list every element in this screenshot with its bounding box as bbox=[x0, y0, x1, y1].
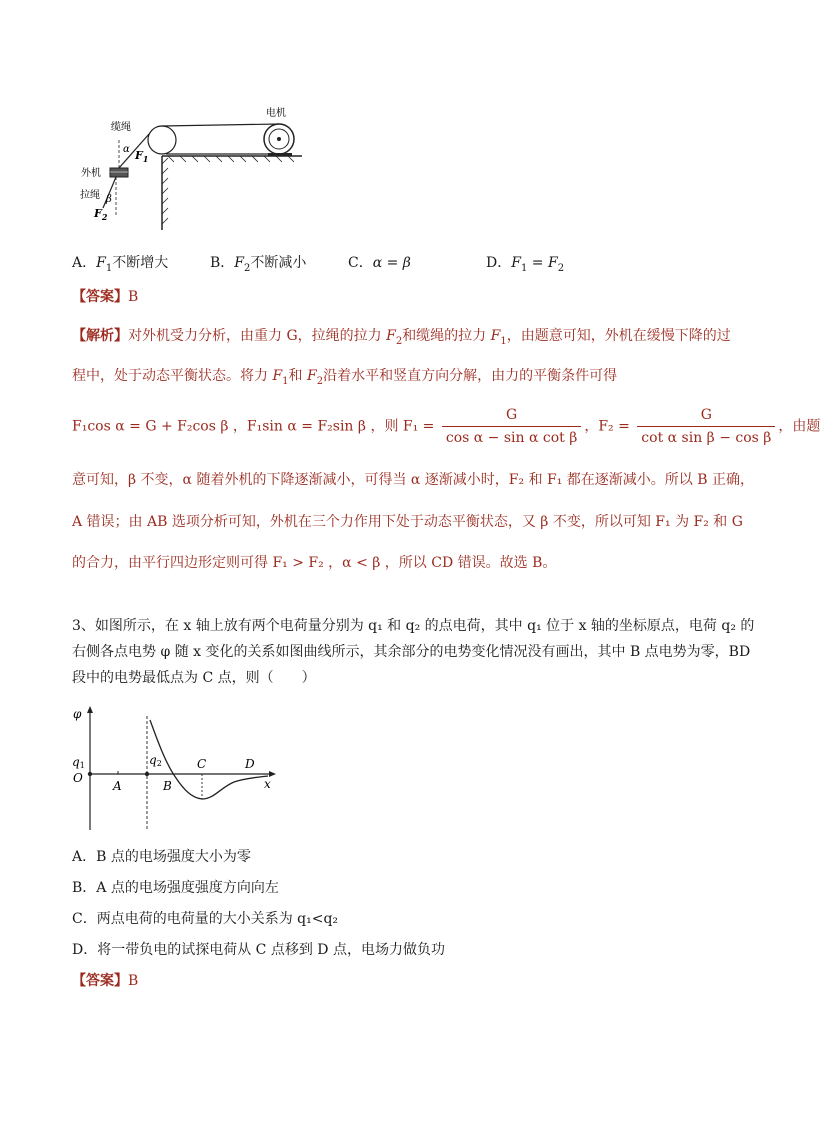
analysis-line-6: 的合力，由平行四边形定则可得 F₁ > F₂ ，α < β ，所以 CD 错误。故选 B。 bbox=[72, 555, 557, 571]
label-rope: 拉绳 bbox=[80, 190, 100, 201]
label-cable: 缆绳 bbox=[111, 122, 131, 133]
q3-option-d: D．将一带负电的试探电荷从 C 点移到 D 点，电场力做负功 bbox=[72, 942, 445, 958]
label-c: C bbox=[197, 757, 207, 771]
analysis-equation: F₁cos α = G + F₂cos β ，F₁sin α = F₂sin β ，则 F₁ = $\frac{G}{\text{cos α − sin α cot β}}$ ，F₂ = $\frac{G}{\text{cot α sin β − cos β}}$ ，由题 bbox=[72, 407, 820, 446]
q3-answer: 【答案】B bbox=[72, 973, 139, 989]
label-unit: 外机 bbox=[81, 168, 101, 179]
analysis-line-1: 【解析】对外机受力分析，由重力 G，拉绳的拉力 $F_2$和缆绳的拉力 $F_1$，由题意可知，外机在缓慢下降的过 bbox=[72, 328, 731, 347]
q2-option-c: C．α = β bbox=[348, 255, 411, 271]
outdoor-unit bbox=[110, 168, 128, 177]
label-f2: $F_2$ bbox=[94, 207, 108, 222]
q3-option-a: A．B 点的电场强度大小为零 bbox=[72, 849, 251, 865]
q2-option-b: B．$F_2$不断减小 bbox=[210, 255, 307, 274]
analysis-line-4: 意可知，β 不变，α 随着外机的下降逐渐减小，可得当 α 逐渐减小时，F₂ 和 F₁ 都在逐渐减小。所以 B 正确， bbox=[72, 472, 754, 488]
fraction-f2: $\frac{G}{\text{cot α sin β − cos β}}$ bbox=[637, 406, 775, 447]
potential-graph bbox=[68, 702, 288, 834]
analysis-line-2: 程中，处于动态平衡状态。将力 $F_1$和 $F_2$沿着水平和竖直方向分解，由力的平衡条件可得 bbox=[72, 368, 618, 387]
q3-option-b: B．A 点的电场强度强度方向向左 bbox=[72, 880, 279, 896]
label-phi: φ bbox=[73, 707, 82, 721]
label-x: x bbox=[264, 777, 271, 791]
pulley-diagram bbox=[76, 100, 316, 235]
belt-top bbox=[162, 124, 279, 126]
label-beta: β bbox=[106, 194, 112, 205]
q3-line-2: 右侧各点电势 φ 随 x 变化的关系如图曲线所示，其余部分的电势变化情况没有画出，其中 B 点电势为零，BD bbox=[72, 644, 751, 660]
point-origin bbox=[88, 772, 92, 776]
q2-option-d: D．$F_1 = F_2$ bbox=[486, 255, 565, 274]
roof-hatch bbox=[168, 156, 294, 162]
label-d: D bbox=[245, 757, 255, 771]
wall-hatch-vertical bbox=[162, 158, 168, 224]
q2-answer: 【答案】B bbox=[72, 289, 139, 305]
q3-option-c: C．两点电荷的电荷量的大小关系为 q₁<q₂ bbox=[72, 911, 339, 927]
y-axis-arrow bbox=[87, 706, 93, 713]
label-q1: q1 bbox=[72, 755, 85, 770]
label-motor: 电机 bbox=[266, 108, 286, 119]
label-alpha: α bbox=[123, 144, 130, 155]
fraction-f1: $\frac{G}{\text{cos α − sin α cot β}}$ bbox=[442, 406, 581, 447]
label-f1: $F_1$ bbox=[135, 149, 149, 164]
label-a: A bbox=[113, 779, 122, 793]
analysis-line-5: A 错误；由 AB 选项分析可知，外机在三个力作用下处于动态平衡状态，又 β 不变，所以可知 F₁ 为 F₂ 和 G bbox=[72, 514, 743, 530]
label-q2: q2 bbox=[149, 753, 162, 768]
pulley-wheel bbox=[148, 126, 176, 154]
label-o: O bbox=[73, 771, 83, 785]
motor-axle bbox=[277, 137, 281, 141]
q2-option-a: A．$F_1$不断增大 bbox=[72, 255, 169, 274]
q3-line-1: 3、如图所示，在 x 轴上放有两个电荷量分别为 q₁ 和 q₂ 的点电荷，其中 q₁ 位于 x 轴的坐标原点，电荷 q₂ 的 bbox=[72, 618, 755, 634]
q3-line-3: 段中的电势最低点为 C 点，则（ ） bbox=[72, 670, 316, 686]
label-b: B bbox=[163, 779, 172, 793]
